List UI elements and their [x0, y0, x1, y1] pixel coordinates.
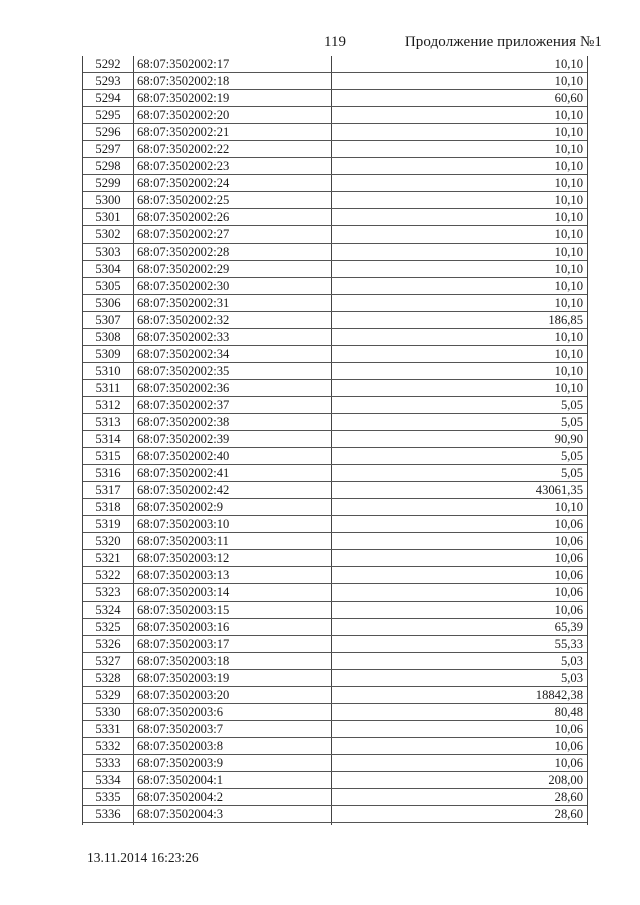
row-number: 5298 [95, 159, 121, 174]
area-value: 10,06 [554, 568, 583, 583]
area-value: 10,06 [554, 517, 583, 532]
row-number: 5322 [95, 568, 121, 583]
cadastral-number: 68:07:3502003:9 [137, 755, 224, 770]
row-number: 5311 [95, 380, 121, 395]
area-value: 10,10 [554, 142, 583, 157]
cadastral-number: 68:07:3502002:36 [137, 380, 230, 395]
table-row [83, 516, 587, 533]
row-number: 5295 [95, 108, 121, 123]
area-value: 10,06 [554, 585, 583, 600]
cadastral-number: 68:07:3502002:29 [137, 261, 230, 276]
cadastral-number: 68:07:3502002:32 [137, 312, 230, 327]
table-row [83, 550, 587, 567]
table-row [83, 653, 587, 670]
row-number: 5302 [95, 227, 121, 242]
appendix-note: Продолжение приложения №1 [404, 34, 602, 50]
cadastral-number: 68:07:3502002:40 [137, 449, 230, 464]
cadastral-number: 68:07:3502002:39 [137, 432, 230, 447]
cadastral-number: 68:07:3502002:38 [137, 414, 230, 429]
area-value: 5,03 [560, 670, 583, 685]
area-value: 10,10 [554, 380, 583, 395]
area-value: 10,06 [554, 738, 583, 753]
table-row [83, 738, 587, 755]
row-number: 5326 [95, 636, 121, 651]
row-number: 5303 [95, 244, 121, 259]
table-row [83, 789, 587, 806]
cadastral-number: 68:07:3502003:13 [137, 568, 230, 583]
row-number: 5314 [95, 432, 121, 447]
area-value: 10,10 [554, 210, 583, 225]
table-row [83, 499, 587, 516]
row-number: 5316 [95, 466, 121, 481]
row-number: 5333 [95, 755, 121, 770]
row-number: 5313 [95, 414, 121, 429]
row-number: 5297 [95, 142, 121, 157]
row-number: 5301 [95, 210, 121, 225]
cadastral-number: 68:07:3502002:42 [137, 483, 230, 498]
cadastral-number: 68:07:3502003:15 [137, 602, 230, 617]
area-value: 10,10 [554, 346, 583, 361]
table-row [83, 687, 587, 704]
cadastral-number: 68:07:3502003:14 [137, 585, 230, 600]
cadastral-number: 68:07:3502003:20 [137, 687, 230, 702]
table-row [83, 533, 587, 550]
area-value: 10,10 [554, 295, 583, 310]
area-value: 10,06 [554, 721, 583, 736]
area-value: 10,10 [554, 176, 583, 191]
page-number: 119 [324, 34, 346, 50]
cadastral-number: 68:07:3502002:28 [137, 244, 230, 259]
row-number: 5330 [95, 704, 121, 719]
area-value: 10,10 [554, 329, 583, 344]
area-value: 10,10 [554, 261, 583, 276]
table-row [83, 73, 587, 90]
row-number: 5327 [95, 653, 121, 668]
area-value: 10,10 [554, 278, 583, 293]
area-value: 10,10 [554, 363, 583, 378]
area-value: 60,60 [554, 91, 583, 106]
table-body [83, 56, 587, 823]
table-row [83, 414, 587, 431]
cadastral-number: 68:07:3502002:9 [137, 500, 224, 515]
area-value: 55,33 [554, 636, 583, 651]
table-row [83, 380, 587, 397]
table-row [83, 346, 587, 363]
area-value: 43061,35 [535, 483, 583, 498]
table-row [83, 192, 587, 209]
area-value: 10,10 [554, 57, 583, 71]
row-number: 5320 [95, 534, 121, 549]
row-number: 5318 [95, 500, 121, 515]
cadastral-number: 68:07:3502003:8 [137, 738, 224, 753]
cadastral-number: 68:07:3502002:18 [137, 74, 230, 89]
area-value: 10,06 [554, 602, 583, 617]
print-timestamp: 13.11.2014 16:23:26 [87, 850, 199, 865]
table-row [83, 278, 587, 295]
cadastral-number: 68:07:3502003:19 [137, 670, 230, 685]
area-value: 10,06 [554, 551, 583, 566]
area-value: 28,60 [554, 807, 583, 822]
cadastral-number: 68:07:3502002:30 [137, 278, 230, 293]
area-value: 10,10 [554, 74, 583, 89]
table-row [83, 56, 587, 73]
table-row [83, 755, 587, 772]
area-value: 186,85 [548, 312, 583, 327]
row-number: 5319 [95, 517, 121, 532]
table-row [83, 602, 587, 619]
cadastral-number: 68:07:3502002:23 [137, 159, 230, 174]
area-value: 10,10 [554, 193, 583, 208]
cadastral-number: 68:07:3502002:35 [137, 363, 230, 378]
area-value: 10,06 [554, 534, 583, 549]
table-row [83, 312, 587, 329]
row-number: 5321 [95, 551, 121, 566]
cadastral-number: 68:07:3502002:41 [137, 466, 230, 481]
table-row [83, 465, 587, 482]
table-row [83, 209, 587, 226]
row-number: 5329 [95, 687, 121, 702]
row-number: 5336 [95, 807, 121, 822]
parcel-table [82, 56, 588, 825]
table-row [83, 107, 587, 124]
row-number: 5299 [95, 176, 121, 191]
cadastral-number: 68:07:3502002:27 [137, 227, 230, 242]
row-number: 5300 [95, 193, 121, 208]
row-number: 5335 [95, 790, 121, 805]
cadastral-number: 68:07:3502004:2 [137, 790, 224, 805]
table-row [83, 806, 587, 823]
area-value: 5,05 [560, 414, 583, 429]
cadastral-number: 68:07:3502003:6 [137, 704, 224, 719]
area-value: 10,10 [554, 125, 583, 140]
table-row [83, 584, 587, 601]
area-value: 208,00 [548, 772, 583, 787]
row-number: 5328 [95, 670, 121, 685]
cadastral-number: 68:07:3502003:10 [137, 517, 230, 532]
cadastral-number: 68:07:3502003:11 [137, 534, 229, 549]
area-value: 28,60 [554, 790, 583, 805]
row-number: 5309 [95, 346, 121, 361]
row-number: 5294 [95, 91, 121, 106]
table-row [83, 636, 587, 653]
row-number: 5315 [95, 449, 121, 464]
area-value: 65,39 [554, 619, 583, 634]
cadastral-number: 68:07:3502004:1 [137, 772, 224, 787]
row-number: 5325 [95, 619, 121, 634]
row-number: 5307 [95, 312, 121, 327]
cadastral-number: 68:07:3502004:3 [137, 807, 224, 822]
cadastral-number: 68:07:3502002:22 [137, 142, 230, 157]
table-row [83, 431, 587, 448]
row-number: 5293 [95, 74, 121, 89]
cadastral-number: 68:07:3502003:17 [137, 636, 230, 651]
row-number: 5324 [95, 602, 121, 617]
row-number: 5308 [95, 329, 121, 344]
cadastral-number: 68:07:3502003:18 [137, 653, 230, 668]
cadastral-number: 68:07:3502002:34 [137, 346, 230, 361]
table-row [83, 226, 587, 243]
area-value: 10,10 [554, 159, 583, 174]
table-row [83, 329, 587, 346]
area-value: 10,10 [554, 108, 583, 123]
row-number: 5310 [95, 363, 121, 378]
row-number: 5304 [95, 261, 121, 276]
area-value: 10,06 [554, 755, 583, 770]
table-row [83, 141, 587, 158]
table-row [83, 619, 587, 636]
table-row [83, 124, 587, 141]
row-number: 5305 [95, 278, 121, 293]
table-row [83, 482, 587, 499]
table-row [83, 670, 587, 687]
table-row [83, 244, 587, 261]
cadastral-number: 68:07:3502002:25 [137, 193, 230, 208]
table-row [83, 158, 587, 175]
row-number: 5331 [95, 721, 121, 736]
table-row [83, 448, 587, 465]
table-row [83, 704, 587, 721]
cadastral-number: 68:07:3502002:33 [137, 329, 230, 344]
table-row [83, 772, 587, 789]
row-number: 5334 [95, 772, 121, 787]
cadastral-number: 68:07:3502003:16 [137, 619, 230, 634]
area-value: 80,48 [554, 704, 583, 719]
area-value: 10,10 [554, 500, 583, 515]
row-number: 5332 [95, 738, 121, 753]
cadastral-number: 68:07:3502002:19 [137, 91, 230, 106]
area-value: 5,03 [560, 653, 583, 668]
cadastral-number: 68:07:3502003:12 [137, 551, 230, 566]
table-row [83, 261, 587, 278]
table-row [83, 567, 587, 584]
cadastral-number: 68:07:3502002:24 [137, 176, 230, 191]
area-value: 5,05 [560, 466, 583, 481]
table-row [83, 363, 587, 380]
row-number: 5312 [95, 397, 121, 412]
row-number: 5317 [95, 483, 121, 498]
area-value: 90,90 [554, 432, 583, 447]
area-value: 5,05 [560, 397, 583, 412]
table-row [83, 295, 587, 312]
table-row [83, 90, 587, 107]
table-row [83, 397, 587, 414]
row-number: 5323 [95, 585, 121, 600]
row-number: 5296 [95, 125, 121, 140]
area-value: 10,10 [554, 227, 583, 242]
area-value: 10,10 [554, 244, 583, 259]
cadastral-number: 68:07:3502002:17 [137, 57, 230, 71]
table-row [83, 175, 587, 192]
area-value: 5,05 [560, 449, 583, 464]
cadastral-number: 68:07:3502002:31 [137, 295, 230, 310]
table-row [83, 721, 587, 738]
row-number: 5306 [95, 295, 121, 310]
cadastral-number: 68:07:3502002:37 [137, 397, 230, 412]
row-number: 5292 [95, 57, 121, 71]
cadastral-number: 68:07:3502002:21 [137, 125, 230, 140]
cadastral-number: 68:07:3502003:7 [137, 721, 224, 736]
cadastral-number: 68:07:3502002:20 [137, 108, 230, 123]
area-value: 18842,38 [535, 687, 583, 702]
cadastral-number: 68:07:3502002:26 [137, 210, 230, 225]
